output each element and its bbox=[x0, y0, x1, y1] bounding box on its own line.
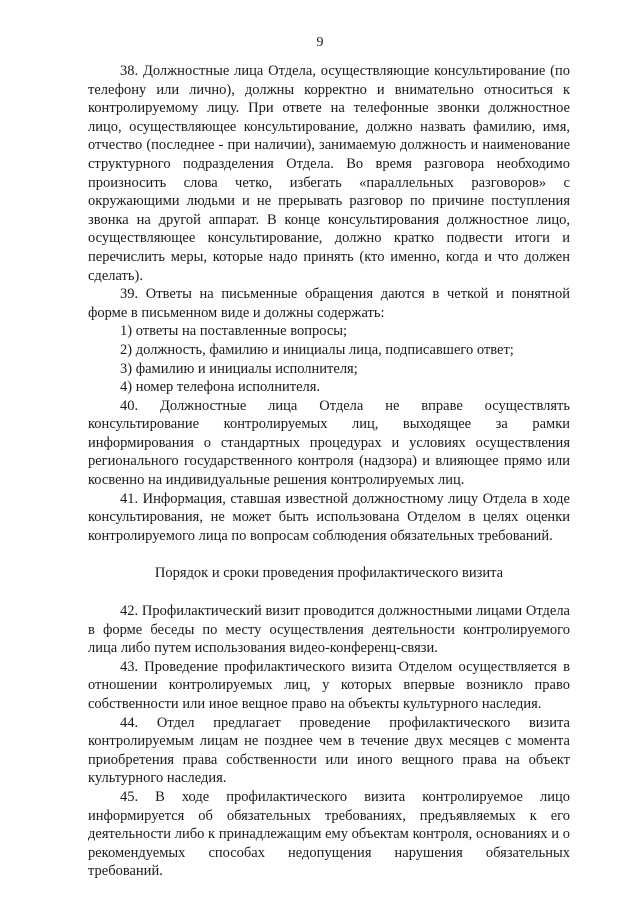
paragraph-42: 42. Профилактический визит проводится должностными лицами Отдела в форме беседы по месту осуществления деятельности контролируемого лица либо путем использования видео-конференц-связи. bbox=[88, 603, 570, 657]
page-number: 9 bbox=[316, 35, 324, 50]
list-item: 3) фамилию и инициалы исполнителя; bbox=[120, 360, 358, 377]
section-heading: Порядок и сроки проведения профилактического визита bbox=[154, 565, 504, 582]
paragraph-44: 44. Отдел предлагает проведение профилактического визита контролируемым лицам не позднее чем в течение двух месяцев с момента приобретения права собственности или иного вещного права на объект культурного наследия. bbox=[88, 714, 570, 787]
paragraph-38: 38. Должностные лица Отдела, осуществляющие консультирование (по телефону или лично), должны корректно и внимательно относиться к контролируемому лицу. При ответе на телефонные звонки должностное лицо, осуществляющее консультирование, должно назвать фамилию, имя, отчество (последнее - при наличии), занимаемую должность и наименование структурного подразделения Отдела. Во время разговора необходимо произносить слова четко, избегать «параллельных разговоров» с окружающими людьми и не прерывать разговор по причине поступления звонка на другой аппарат. В конце консультирования должностное лицо, осуществляющее консультирование, должно кратко подвести итоги и перечислить меры, которые надо принять (кто именно, когда и что должен сделать). bbox=[88, 63, 570, 284]
paragraph-43: 43. Проведение профилактического визита Отделом осуществляется в отношении контролируемых лиц, у которых впервые возникло право собственности или иное вещное право на объекты культурного наследия. bbox=[88, 658, 570, 712]
document-body bbox=[88, 62, 570, 881]
paragraph-45: 45. В ходе профилактического визита контролируемое лицо информируется об обязательных требованиях, предъявляемых к его деятельности либо к принадлежащим ему объектам контроля, основаниях и о рекомендуемых способах недопущения нарушения обязательных требований. bbox=[88, 788, 570, 880]
list-item: 1) ответы на поставленные вопросы; bbox=[120, 323, 348, 340]
list-item: 2) должность, фамилию и инициалы лица, подписавшего ответ; bbox=[120, 341, 514, 358]
paragraph-41: 41. Информация, ставшая известной должностному лицу Отдела в ходе консультирования, не может быть использована Отделом в целях оценки контролируемого лица по вопросам соблюдения обязательных требований. bbox=[88, 490, 570, 544]
paragraph-39: 39. Ответы на письменные обращения даются в четкой и понятной форме в письменном виде и должны содержать: bbox=[88, 286, 570, 321]
paragraph-40: 40. Должностные лица Отдела не вправе осуществлять консультирование контролируемых лиц, выходящее за рамки информирования о стандартных процедурах и условиях осуществления регионального государственного контроля (надзора) и влияющее прямо или косвенно на индивидуальные решения контролируемых лиц. bbox=[88, 397, 570, 489]
list-item: 4) номер телефона исполнителя. bbox=[120, 379, 321, 396]
